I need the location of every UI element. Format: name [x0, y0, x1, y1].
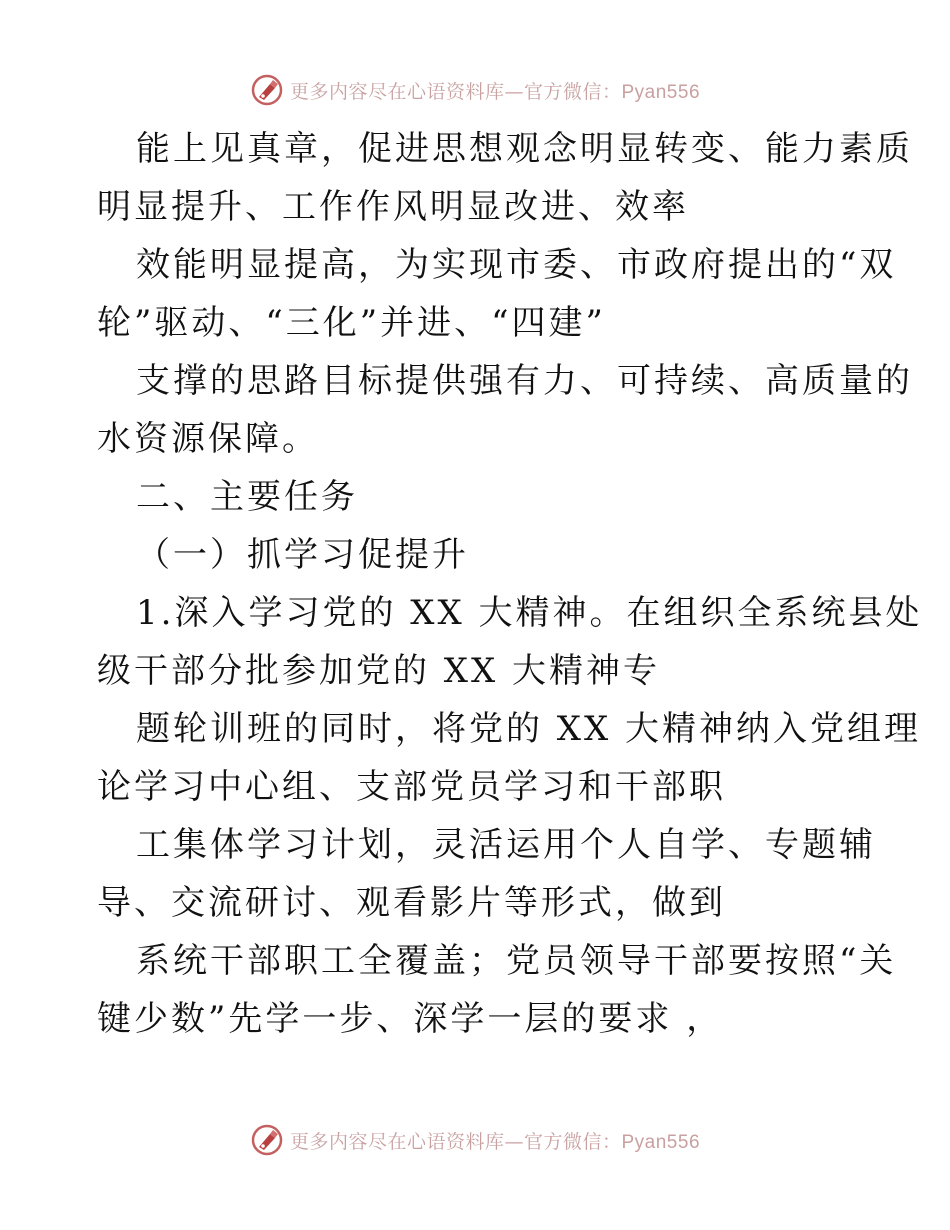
body-line: 级干部分批参加党的 XX 大精神专: [97, 651, 661, 691]
body-line: 效能明显提高，为实现市委、市政府提出的“双: [136, 245, 897, 285]
watermark-wechat-id: Pyan556: [621, 1131, 701, 1153]
body-line: 题轮训班的同时，将党的 XX 大精神纳入党组理: [136, 709, 922, 749]
watermark-text: 更多内容尽在心语资料库—官方微信：: [289, 80, 622, 103]
body-line: 工集体学习计划，灵活运用个人自学、专题辅: [136, 825, 876, 865]
body-line: 水资源保障。: [97, 419, 319, 459]
body-line: 导、交流研讨、观看影片等形式，做到: [97, 883, 726, 923]
body-line: 明显提升、工作作风明显改进、效率: [97, 187, 689, 227]
watermark-banner-bottom: [0, 1120, 950, 1160]
watermark-text: 更多内容尽在心语资料库—官方微信：: [289, 1130, 622, 1153]
watermark-banner-top: [0, 70, 950, 110]
subsection-heading: （一）抓学习促提升: [136, 535, 469, 575]
section-heading: 二、主要任务: [136, 477, 358, 517]
body-line: 论学习中心组、支部党员学习和干部职: [97, 767, 726, 807]
pen-nib-circle-logo-icon: [250, 73, 284, 107]
body-line: 1.深入学习党的 XX 大精神。在组织全系统县处: [136, 593, 923, 633]
watermark-wechat-id: Pyan556: [621, 81, 701, 103]
body-line: 键少数”先学一步、深学一层的要求 ，: [97, 999, 724, 1039]
body-line: 系统干部职工全覆盖；党员领导干部要按照“关: [136, 941, 897, 981]
body-line: 能上见真章，促进思想观念明显转变、能力素质: [136, 129, 913, 169]
body-line: 轮”驱动、“三化”并进、“四建”: [97, 303, 606, 343]
body-line: 支撑的思路目标提供强有力、可持续、高质量的: [136, 361, 913, 401]
pen-nib-circle-logo-icon: [250, 1123, 284, 1157]
